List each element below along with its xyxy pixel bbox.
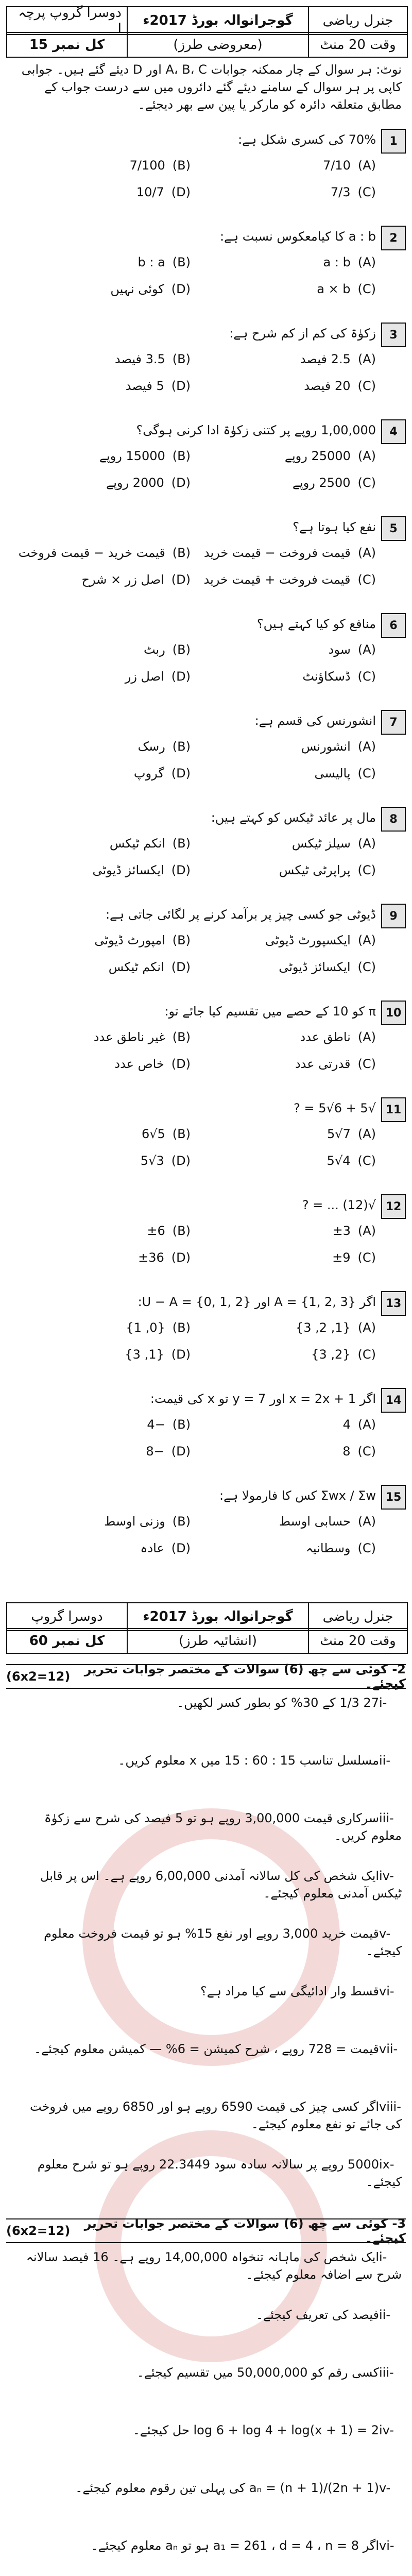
question-number: 15 — [381, 1485, 406, 1510]
question-number: 11 — [381, 1097, 406, 1122]
roman-numeral: iii- — [379, 2365, 394, 2380]
option-label: (A) — [357, 255, 376, 269]
question-number: 6 — [381, 613, 406, 638]
option-text: 7/100 — [129, 158, 165, 173]
short-question-text: قیمت = 728 روپے ، شرح کمیشن = 6% — کمیشن معلوم کیجئے۔ — [34, 2042, 379, 2056]
question-number: 13 — [381, 1291, 406, 1316]
option-text: 3√5 — [140, 1154, 164, 1168]
option-text: ربٹ — [143, 642, 165, 657]
option-text: وزنی اوسط — [104, 1514, 165, 1529]
option-d — [138, 1249, 191, 1266]
paper2-subject: جنرل ریاضی — [308, 1603, 407, 1630]
option-d — [125, 1346, 191, 1363]
option-text: 15000 روپے — [99, 449, 165, 463]
option-label: (C) — [357, 669, 376, 684]
option-text: 25000 روپے — [284, 449, 351, 463]
roman-numeral: vi- — [379, 2538, 394, 2553]
option-c — [204, 571, 376, 588]
option-b — [94, 931, 191, 949]
question-text: a : b کا کیامعکوس نسبت ہے: — [219, 229, 376, 244]
option-text: عادہ — [140, 1541, 164, 1555]
option-a — [300, 350, 376, 368]
option-label: (D) — [171, 282, 191, 296]
option-d — [125, 668, 191, 685]
option-text: {0, 1} — [126, 1320, 165, 1335]
option-text: وسطانیہ — [305, 1541, 351, 1555]
option-text: سود — [328, 642, 351, 657]
option-label: (A) — [357, 1320, 376, 1335]
option-text: انشورنس — [301, 739, 351, 754]
roman-numeral: ii- — [379, 2308, 390, 2322]
option-label: (D) — [171, 1250, 191, 1265]
roman-numeral: ii- — [379, 1753, 390, 1768]
option-label: (A) — [357, 449, 376, 463]
question-text: π کو 10 کے حصے میں تقسیم کیا جائے تو: — [164, 1004, 376, 1019]
option-label: (C) — [357, 282, 376, 296]
option-b — [138, 738, 191, 755]
option-text: 8 — [342, 1444, 351, 1459]
short-question-text: ایک شخص کی کل سالانہ آمدنی 6,00,000 روپے ہے۔ اس پر قابل ٹیکس آمدنی معلوم کیجئے۔ — [40, 1869, 402, 1901]
roman-numeral: i- — [379, 1696, 387, 1710]
question-number: 5 — [381, 516, 406, 541]
option-label: (D) — [171, 572, 191, 587]
option-label: (B) — [172, 1224, 191, 1238]
option-d — [146, 1443, 191, 1460]
option-label: (A) — [357, 933, 376, 947]
question-text: زکوٰۃ کی کم از کم شرح ہے: — [229, 326, 376, 341]
option-label: (D) — [171, 1541, 191, 1555]
short-question-text: قسط وار ادائیگی سے کیا مراد ہے؟ — [200, 1984, 379, 1998]
short-question — [10, 2306, 402, 2324]
option-label: (B) — [172, 1030, 191, 1044]
short-question — [10, 2156, 402, 2191]
paper1-group: دوسرا گروپ پرچہ I — [18, 5, 122, 36]
option-label: (A) — [357, 1127, 376, 1141]
option-label: (A) — [357, 158, 376, 173]
option-label: (A) — [357, 546, 376, 560]
question-text: 70% کی کسری شکل ہے: — [238, 132, 376, 147]
paper2-time: وقت 20 منٹ — [308, 1629, 407, 1653]
option-c — [295, 1055, 376, 1073]
option-text: قیمت فروخت + قیمت خرید — [203, 572, 351, 587]
option-label: (D) — [171, 960, 191, 974]
option-label: (C) — [357, 185, 376, 199]
question-text: Σwx / Σw کس کا فارمولا ہے: — [219, 1488, 376, 1503]
option-label: (A) — [357, 642, 376, 657]
paper2-marks: کل نمبر 60 — [29, 1633, 105, 1649]
option-b — [147, 1222, 191, 1240]
question-number: 10 — [381, 1001, 406, 1025]
option-label: (D) — [171, 863, 191, 877]
option-b — [130, 157, 191, 174]
paper2-group: دوسرا گروپ — [31, 1609, 103, 1624]
option-text: گروپ — [133, 766, 164, 781]
option-d — [126, 377, 191, 395]
option-c — [332, 1249, 376, 1266]
option-text: پراپرٹی ٹیکس — [279, 863, 351, 877]
question-text: مال پر عائد ٹیکس کو کہتے ہیں: — [211, 810, 376, 825]
roman-numeral: ix- — [379, 2157, 394, 2172]
option-b — [110, 835, 191, 852]
option-b — [94, 1028, 191, 1046]
option-b — [19, 544, 191, 562]
option-text: b : a — [138, 255, 165, 269]
option-a — [279, 1513, 376, 1530]
option-label: (D) — [171, 476, 191, 490]
option-c — [279, 861, 376, 879]
question-text: انشورنس کی قسم ہے: — [254, 714, 376, 728]
option-text: کوئی نہیں — [110, 282, 164, 296]
section-title: 2- کوئی سے چھ (6) سوالات کے مختصر جوابات تحریر کیجئے۔ — [84, 1662, 406, 1691]
option-label: (A) — [357, 836, 376, 851]
short-question — [10, 2364, 402, 2381]
paper2-type: (انشائیہ طرز) — [127, 1629, 308, 1653]
roman-numeral: v- — [379, 2481, 391, 2495]
short-question-text: فیصد کی تعریف کیجئے۔ — [256, 2308, 379, 2322]
paper1-subject: جنرل ریاضی — [308, 7, 407, 34]
section-marks: (6x2=12) — [6, 2224, 71, 2238]
option-label: (C) — [357, 572, 376, 587]
option-text: ایکسائز ڈیوٹی — [92, 863, 164, 877]
option-label: (D) — [171, 1444, 191, 1459]
paper1-type: (معروضی طرز) — [127, 33, 308, 57]
option-label: (C) — [357, 766, 376, 781]
option-text: غیر ناطق عدد — [93, 1030, 165, 1044]
option-a — [285, 447, 376, 465]
option-label: (B) — [172, 158, 191, 173]
option-label: (C) — [357, 476, 376, 490]
option-a — [204, 544, 376, 562]
option-c — [331, 183, 376, 201]
option-text: امپورٹ ڈیوٹی — [94, 933, 165, 947]
option-text: 20 فیصد — [304, 379, 351, 393]
option-label: (A) — [357, 739, 376, 754]
option-a — [323, 253, 376, 271]
option-text: a : b — [323, 255, 351, 269]
paper2-header-row1 — [6, 1602, 408, 1631]
option-text: انکم ٹیکس — [109, 836, 165, 851]
option-label: (C) — [357, 863, 376, 877]
option-a — [332, 1222, 376, 1240]
option-label: (B) — [172, 449, 191, 463]
option-c — [327, 1152, 376, 1170]
option-text: رسک — [138, 739, 165, 754]
short-question-text: سرکاری قیمت 3,00,000 روپے ہو تو 5 فیصد کی شرح سے زکوٰۃ معلوم کریں۔ — [44, 1811, 402, 1843]
option-label: (A) — [357, 1417, 376, 1432]
option-label: (B) — [172, 1127, 191, 1141]
section-marks: (6x2=12) — [6, 1669, 71, 1684]
option-text: 7√5 — [327, 1127, 351, 1141]
short-question-text: log 6 + log 4 + log(x + 1) = 2 حل کیجئے۔ — [132, 2423, 379, 2437]
question-number: 2 — [381, 226, 406, 250]
option-c — [306, 1539, 376, 1557]
short-question — [10, 1925, 402, 1960]
option-label: (B) — [172, 1514, 191, 1529]
option-d — [92, 861, 191, 879]
option-label: (C) — [357, 960, 376, 974]
question-number: 12 — [381, 1194, 406, 1219]
option-a — [327, 1125, 376, 1143]
short-question-text: اگر a₁ = 261 ، d = 4 ، n = 8 ہو تو aₙ معلوم کیجئے۔ — [91, 2538, 379, 2553]
option-text: قیمت خرید − قیمت فروخت — [18, 546, 165, 560]
option-c — [279, 958, 376, 976]
question-number: 1 — [381, 129, 406, 154]
option-text: ±9 — [332, 1250, 351, 1265]
option-text: 7/3 — [330, 185, 351, 199]
paper1-board: گوجرانوالہ بورڈ 2017ء — [127, 7, 308, 34]
option-b — [99, 447, 191, 465]
question-text: 1,00,000 روپے پر کتنی زکوٰۃ ادا کرنی ہوگی؟ — [136, 423, 376, 437]
option-a — [301, 738, 376, 755]
option-label: (B) — [172, 1320, 191, 1335]
option-b — [147, 1416, 191, 1433]
option-label: (D) — [171, 669, 191, 684]
paper1-time: وقت 20 منٹ — [308, 33, 407, 57]
option-b — [104, 1513, 191, 1530]
short-question-text: 27 1/3 کے 30% کو بطور کسر لکھیں۔ — [177, 1696, 379, 1710]
paper1-marks: کل نمبر 15 — [29, 37, 105, 53]
option-label: (D) — [171, 185, 191, 199]
question-text: اگر x = 2x + 1 اور y = 7 تو x کی قیمت: — [150, 1392, 376, 1406]
option-c — [317, 280, 376, 298]
roman-numeral: vii- — [379, 2042, 398, 2056]
short-question-text: کسی رقم کو 50,000,000 میں تقسیم کیجئے۔ — [136, 2365, 379, 2380]
option-label: (B) — [172, 933, 191, 947]
option-text: 2500 روپے — [292, 476, 351, 490]
option-d — [134, 765, 191, 782]
option-label: (B) — [172, 836, 191, 851]
option-text: ایکسائز ڈیوٹی — [279, 960, 351, 974]
option-text: 2000 روپے — [106, 476, 164, 490]
short-question-text: قیمت خرید 3,000 روپے اور نفع 15% ہو تو قیمت فروخت معلوم کیجئے۔ — [44, 1926, 402, 1958]
option-d — [136, 183, 191, 201]
option-d — [141, 1152, 191, 1170]
option-d — [109, 958, 191, 976]
option-a — [323, 157, 376, 174]
question-number: 14 — [381, 1388, 406, 1413]
question-text: √5 + 6√5 = ? — [294, 1101, 376, 1115]
option-label: (D) — [171, 1057, 191, 1071]
option-label: (B) — [172, 739, 191, 754]
option-b — [142, 1125, 191, 1143]
option-c — [315, 765, 376, 782]
short-question — [10, 2098, 402, 2133]
question-number: 3 — [381, 323, 406, 347]
option-label: (D) — [171, 766, 191, 781]
option-label: (C) — [357, 1057, 376, 1071]
option-label: (C) — [357, 1444, 376, 1459]
option-label: (D) — [171, 379, 191, 393]
option-b — [115, 350, 191, 368]
question-number: 4 — [381, 419, 406, 444]
paper1-note: نوٹ: ہر سوال کے چار ممکنہ جوابات A، B، C اور D دیئے گئے ہیں۔ جوابی کاپی پر ہر سوال کے سامنے دیئے گئے دائروں میں سے درست جواب کے مطابق متعلقہ دائرہ کو مارکر یا پین سے بھر دیجئے۔ — [21, 62, 402, 112]
short-question — [10, 2479, 402, 2497]
roman-numeral: v- — [379, 1926, 391, 1941]
option-text: a × b — [317, 282, 351, 296]
option-label: (B) — [172, 546, 191, 560]
paper1-header-row2 — [6, 32, 408, 58]
option-c — [304, 377, 376, 395]
option-label: (B) — [172, 255, 191, 269]
option-d — [106, 474, 191, 492]
short-question — [10, 1694, 402, 1711]
option-label: (C) — [357, 1541, 376, 1555]
question-text: نفع کیا ہوتا ہے؟ — [293, 520, 376, 534]
option-label: (A) — [357, 1514, 376, 1529]
option-label: (C) — [357, 379, 376, 393]
short-question — [10, 1867, 402, 1902]
option-text: ایکسپورٹ ڈیوٹی — [265, 933, 351, 947]
option-text: ±36 — [138, 1250, 164, 1265]
option-d — [82, 571, 191, 588]
option-text: سیلز ٹیکس — [291, 836, 351, 851]
question-number: 8 — [381, 807, 406, 832]
option-text: {1, 3} — [125, 1347, 164, 1362]
question-text: اگر A = {1, 2, 3} اور U − A = {0, 1, 2}: — [138, 1295, 376, 1309]
option-text: 3.5 فیصد — [114, 352, 165, 366]
option-a — [292, 835, 376, 852]
option-label: (C) — [357, 1347, 376, 1362]
option-text: خاص عدد — [114, 1057, 164, 1071]
option-b — [144, 641, 191, 658]
option-text: انکم ٹیکس — [108, 960, 164, 974]
roman-numeral: iv- — [379, 1869, 394, 1883]
option-text: −8 — [146, 1444, 164, 1459]
option-label: (A) — [357, 1030, 376, 1044]
option-text: ±6 — [147, 1224, 165, 1238]
section-title: 3- کوئی سے چھ (6) سوالات کے مختصر جوابات تحریر کیجئے۔ — [84, 2216, 406, 2245]
option-d — [140, 1539, 191, 1557]
option-text: ڈسکاؤنٹ — [302, 669, 351, 684]
option-text: 4 — [342, 1417, 351, 1432]
short-question — [10, 2537, 402, 2554]
option-label: (A) — [357, 352, 376, 366]
short-question — [10, 2248, 402, 2283]
option-d — [110, 280, 191, 298]
option-text: اصل زر × شرح — [81, 572, 164, 587]
question-number: 7 — [381, 710, 406, 735]
option-a — [265, 931, 376, 949]
roman-numeral: iv- — [379, 2423, 394, 2437]
option-label: (A) — [357, 1224, 376, 1238]
paper2-header-row2 — [6, 1628, 408, 1654]
option-text: حسابی اوسط — [279, 1514, 351, 1529]
roman-numeral: i- — [379, 2250, 387, 2264]
section-header — [6, 2218, 406, 2243]
option-a — [343, 1416, 376, 1433]
short-question-text: اگر کسی چیز کی قیمت 6590 روپے ہو اور 6850 روپے میں فروخت کی جائے تو نفع معلوم کیجئے۔ — [29, 2099, 402, 2131]
option-text: ناطق عدد — [300, 1030, 351, 1044]
section-header — [6, 1664, 406, 1689]
option-c — [293, 474, 376, 492]
option-a — [296, 1319, 376, 1336]
paper1-header-row1 — [6, 6, 408, 35]
question-text: منافع کو کیا کہتے ہیں؟ — [256, 617, 376, 631]
question-text: √(12) ... = ? — [302, 1198, 376, 1212]
roman-numeral: vi- — [379, 1984, 394, 1998]
option-label: (B) — [172, 1417, 191, 1432]
short-question-text: 5000 روپے پر سالانہ سادہ سود 22.3449 روپے ہو تو شرح معلوم کیجئے۔ — [37, 2157, 402, 2189]
option-text: 10/7 — [136, 185, 164, 199]
option-text: 5√6 — [141, 1127, 165, 1141]
option-label: (B) — [172, 642, 191, 657]
option-text: 2.5 فیصد — [300, 352, 351, 366]
option-text: 5 فیصد — [125, 379, 164, 393]
option-a — [329, 641, 376, 658]
option-c — [311, 1346, 376, 1363]
question-text: ڈیوٹی جو کسی چیز پر برآمد کرنے پر لگائی جاتی ہے: — [105, 907, 376, 922]
option-text: قیمت فروخت − قیمت خرید — [203, 546, 351, 560]
roman-numeral: iii- — [379, 1811, 394, 1825]
option-text: 4√5 — [327, 1154, 351, 1168]
short-question-text: مسلسل تناسب 15 : 60 : 15 میں x معلوم کریں۔ — [118, 1753, 379, 1768]
question-number: 9 — [381, 904, 406, 928]
option-label: (D) — [171, 1154, 191, 1168]
option-text: 7/10 — [322, 158, 351, 173]
option-label: (D) — [171, 1347, 191, 1362]
short-question-text: ایک شخص کی ماہانہ تنخواہ 14,00,000 روپے ہے۔ 16 فیصد سالانہ شرح سے اضافہ معلوم کیجئے۔ — [26, 2250, 402, 2282]
short-question — [10, 2040, 402, 2058]
option-c — [302, 668, 376, 685]
option-b — [138, 253, 191, 271]
paper2-board: گوجرانوالہ بورڈ 2017ء — [127, 1603, 308, 1630]
option-text: {2, 3} — [311, 1347, 351, 1362]
option-text: {1, 2, 3} — [295, 1320, 351, 1335]
option-b — [126, 1319, 191, 1336]
option-text: اصل زر — [125, 669, 164, 684]
short-question — [10, 2421, 402, 2439]
short-question-text: aₙ = (n + 1)/(2n + 1) کی پہلی تین رقوم معلوم کیجئے۔ — [75, 2481, 379, 2495]
option-text: −4 — [147, 1417, 165, 1432]
option-label: (B) — [172, 352, 191, 366]
option-d — [114, 1055, 191, 1073]
option-text: پالیسی — [314, 766, 351, 781]
option-label: (C) — [357, 1250, 376, 1265]
short-question — [10, 1982, 402, 2000]
option-text: قدرتی عدد — [295, 1057, 351, 1071]
option-label: (C) — [357, 1154, 376, 1168]
short-question — [10, 1809, 402, 1844]
option-text: ±3 — [332, 1224, 351, 1238]
option-a — [300, 1028, 376, 1046]
short-question — [10, 1752, 402, 1769]
option-c — [342, 1443, 376, 1460]
roman-numeral: viii- — [379, 2099, 401, 2114]
